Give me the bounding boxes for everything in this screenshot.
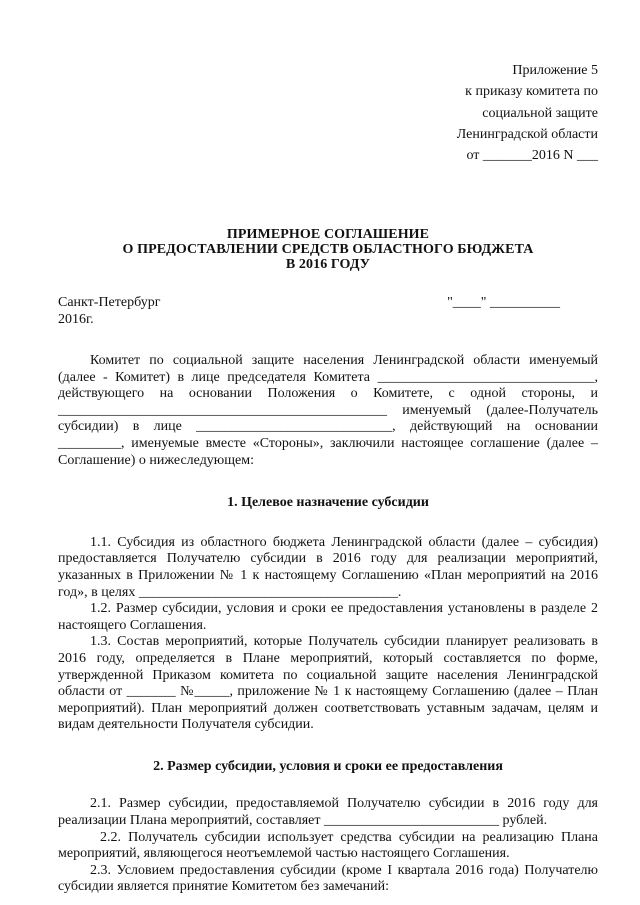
paragraph-1-1: 1.1. Субсидия из областного бюджета Ленинградской области (далее – субсидия) предоставляется Получателю субсидии в 2016 году для реализации мероприятий, указанных в Приложении № 1 к настоящему Соглашению «План мероприятий на 2016 год», в целях _____________________________________.: [58, 534, 598, 600]
document-title: [58, 227, 598, 272]
date-field: "____" __________: [447, 295, 560, 310]
annex-line: к приказу комитета по: [465, 84, 598, 100]
annex-line: Приложение 5: [512, 63, 598, 78]
place-block: [58, 294, 160, 328]
annex-header: [457, 60, 598, 166]
paragraph-2-1: 2.1. Размер субсидии, предоставляемой Получателю субсидии в 2016 году для реализации Плана мероприятий, составляет _________________________ рублей.: [58, 796, 598, 829]
intro-paragraph: Комитет по социальной защите населения Ленинградской области именуемый (далее - Комитет) в лице председателя Комитета _______________________________, действующего на основании Положения о Комитете, с одной стороны, и _______________________________________________ именуемый (далее-Получатель субсидии) в лице ____________________________, действующий на основании _________, именуемые вместе «Стороны», заключили настоящее соглашение (далее – Соглашение) о нижеследующем:: [58, 353, 598, 468]
title-line: О ПРЕДОСТАВЛЕНИИ СРЕДСТВ ОБЛАСТНОГО БЮДЖЕТА: [122, 242, 534, 257]
annex-line: Ленинградской области: [456, 126, 598, 142]
title-line: ПРИМЕРНОЕ СОГЛАШЕНИЕ: [226, 227, 430, 242]
paragraph-2-2: 2.2. Получатель субсидии использует средства субсидии на реализацию Плана мероприятий, являющегося неотъемлемой частью настоящего Соглашения.: [58, 829, 598, 862]
annex-line: социальной защите: [482, 105, 598, 121]
paragraph-1-3: 1.3. Состав мероприятий, которые Получатель субсидии планирует реализовать в 2016 году, определяется в Плане мероприятий, который составляется по форме, утвержденной Приказом комитета по социальной защите населения Ленинградской области от _______ №_____, приложение № 1 к настоящему Соглашению (далее – План мероприятий). План мероприятий должен соответствовать уставным задачам, целям и видам деятельности Получателя субсидии.: [58, 634, 598, 733]
section1-heading: 1. Целевое назначение субсидии: [227, 495, 429, 511]
annex-line: от _______2016 N ___: [466, 148, 598, 164]
section2-heading: 2. Размер субсидии, условия и сроки ее предоставления: [153, 758, 503, 774]
paragraph-1-2: 1.2. Размер субсидии, условия и сроки ее предоставления установлены в разделе 2 настоящего Соглашения.: [58, 601, 598, 633]
paragraph-2-3: 2.3. Условием предоставления субсидии (кроме I квартала 2016 года) Получателю субсидии является принятие Комитетом без замечаний:: [58, 862, 599, 895]
city: Санкт-Петербург: [58, 295, 161, 310]
place-date-block: [58, 294, 598, 328]
title-line: В 2016 ГОДУ: [285, 257, 371, 272]
year: 2016г.: [58, 312, 94, 327]
